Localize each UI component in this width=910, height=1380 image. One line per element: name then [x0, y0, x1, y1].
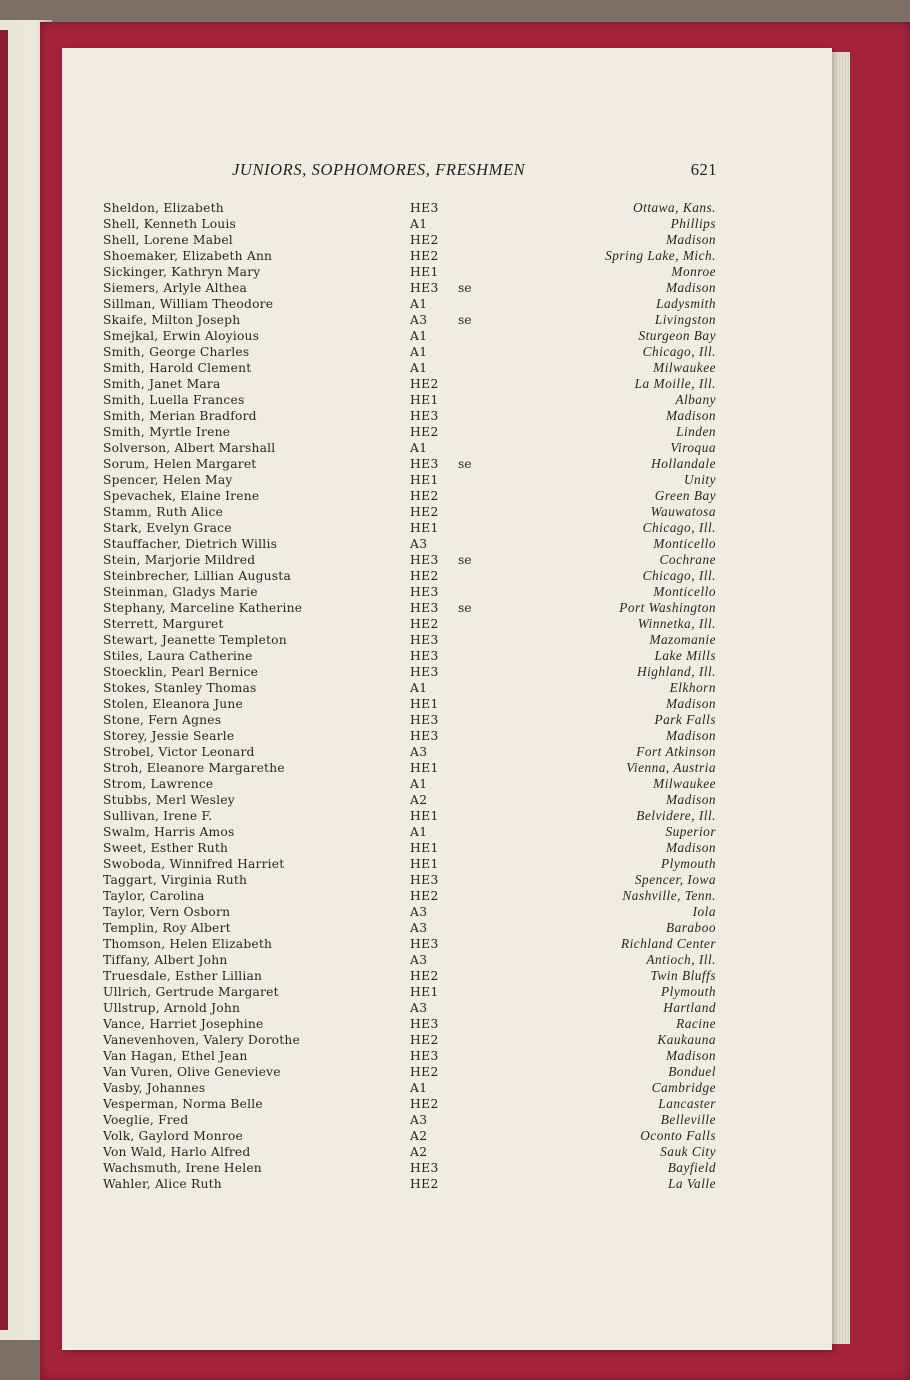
student-name: Storey, Jessie Searle [103, 729, 235, 743]
hometown: Chicago, Ill. [642, 568, 716, 583]
class-code: HE2 [410, 233, 439, 247]
list-item [0, 1064, 910, 1080]
student-name: Swalm, Harris Amos [103, 825, 235, 839]
hometown: Elkhorn [669, 680, 716, 695]
running-header [232, 160, 717, 184]
list-item [0, 440, 910, 456]
student-name: Truesdale, Esther Lillian [103, 969, 263, 983]
class-code: HE2 [410, 969, 439, 983]
student-name: Wachsmuth, Irene Helen [103, 1161, 262, 1175]
class-code: HE3 [410, 201, 439, 215]
hometown: Park Falls [654, 712, 716, 727]
hometown: Iola [692, 904, 716, 919]
hometown: Sauk City [660, 1144, 716, 1159]
student-name: Smith, Janet Mara [103, 377, 221, 391]
hometown: Wauwatosa [650, 504, 716, 519]
hometown: Madison [665, 728, 716, 743]
hometown: Cochrane [659, 552, 716, 567]
list-item [0, 776, 910, 792]
class-code: A2 [410, 1129, 428, 1143]
student-name: Sillman, William Theodore [103, 297, 274, 311]
page-title: JUNIORS, SOPHOMORES, FRESHMEN [232, 160, 526, 179]
student-name: Sweet, Esther Ruth [103, 841, 229, 855]
list-item [0, 536, 910, 552]
student-name: Stroh, Eleanore Margarethe [103, 761, 285, 775]
class-code: HE3 [410, 281, 439, 295]
session-note: se [458, 553, 472, 567]
hometown: Monticello [653, 584, 716, 599]
class-code: HE2 [410, 249, 439, 263]
student-name: Tiffany, Albert John [103, 953, 228, 967]
class-code: HE1 [410, 761, 439, 775]
student-name: Stark, Evelyn Grace [103, 521, 232, 535]
list-item [0, 504, 910, 520]
class-code: A1 [410, 361, 428, 375]
list-item [0, 616, 910, 632]
class-code: A1 [410, 777, 428, 791]
list-item [0, 1016, 910, 1032]
list-item [0, 552, 910, 568]
student-name: Van Vuren, Olive Genevieve [103, 1065, 281, 1079]
class-code: A3 [410, 313, 428, 327]
list-item [0, 904, 910, 920]
student-name: Steinbrecher, Lillian Augusta [103, 569, 291, 583]
student-name: Volk, Gaylord Monroe [103, 1129, 243, 1143]
hometown: Hartland [663, 1000, 716, 1015]
student-name: Stiles, Laura Catherine [103, 649, 253, 663]
class-code: HE3 [410, 585, 439, 599]
class-code: A3 [410, 905, 428, 919]
hometown: Belvidere, Ill. [636, 808, 716, 823]
hometown: Nashville, Tenn. [622, 888, 716, 903]
student-name: Vasby, Johannes [103, 1081, 206, 1095]
student-name: Wahler, Alice Ruth [103, 1177, 222, 1191]
class-code: HE2 [410, 1097, 439, 1111]
student-name: Strom, Lawrence [103, 777, 214, 791]
hometown: Madison [665, 280, 716, 295]
class-code: HE3 [410, 1017, 439, 1031]
hometown: Oconto Falls [640, 1128, 716, 1143]
class-code: HE2 [410, 1065, 439, 1079]
student-name: Smith, Luella Frances [103, 393, 245, 407]
student-name: Sullivan, Irene F. [103, 809, 213, 823]
list-item [0, 376, 910, 392]
class-code: HE1 [410, 393, 439, 407]
list-item [0, 200, 910, 216]
list-item [0, 488, 910, 504]
class-code: HE3 [410, 409, 439, 423]
list-item [0, 792, 910, 808]
list-item [0, 600, 910, 616]
list-item [0, 360, 910, 376]
student-name: Solverson, Albert Marshall [103, 441, 276, 455]
student-name: Taylor, Vern Osborn [103, 905, 231, 919]
hometown: Unity [683, 472, 716, 487]
class-code: HE2 [410, 617, 439, 631]
list-item [0, 248, 910, 264]
hometown: La Valle [668, 1176, 716, 1191]
list-item [0, 1000, 910, 1016]
student-name: Siemers, Arlyle Althea [103, 281, 248, 295]
list-item [0, 712, 910, 728]
list-item [0, 1032, 910, 1048]
class-code: HE3 [410, 873, 439, 887]
class-code: HE1 [410, 857, 439, 871]
hometown: Albany [675, 392, 716, 407]
hometown: Belleville [660, 1112, 716, 1127]
student-name: Spencer, Helen May [103, 473, 233, 487]
student-name: Strobel, Victor Leonard [103, 745, 255, 759]
hometown: Ottawa, Kans. [633, 200, 716, 215]
class-code: HE3 [410, 601, 439, 615]
student-name: Ullrich, Gertrude Margaret [103, 985, 279, 999]
student-name: Ullstrup, Arnold John [103, 1001, 241, 1015]
list-item [0, 824, 910, 840]
session-note: se [458, 457, 472, 471]
class-code: HE1 [410, 265, 439, 279]
student-name: Stein, Marjorie Mildred [103, 553, 256, 567]
student-list [0, 200, 910, 1192]
list-item [0, 648, 910, 664]
student-name: Stauffacher, Dietrich Willis [103, 537, 278, 551]
hometown: Madison [665, 792, 716, 807]
list-item [0, 968, 910, 984]
class-code: A1 [410, 825, 428, 839]
list-item [0, 760, 910, 776]
list-item [0, 408, 910, 424]
class-code: HE2 [410, 1033, 439, 1047]
student-name: Stamm, Ruth Alice [103, 505, 224, 519]
list-item [0, 856, 910, 872]
class-code: HE3 [410, 665, 439, 679]
hometown: Racine [676, 1016, 716, 1031]
hometown: Sturgeon Bay [638, 328, 716, 343]
list-item [0, 1144, 910, 1160]
class-code: A2 [410, 1145, 428, 1159]
student-name: Sorum, Helen Margaret [103, 457, 257, 471]
student-name: Stoecklin, Pearl Bernice [103, 665, 259, 679]
class-code: A1 [410, 1081, 428, 1095]
hometown: Madison [665, 232, 716, 247]
student-name: Smith, Merian Bradford [103, 409, 257, 423]
student-name: Stokes, Stanley Thomas [103, 681, 257, 695]
list-item [0, 328, 910, 344]
student-name: Smith, Harold Clement [103, 361, 252, 375]
hometown: Livingston [654, 312, 716, 327]
hometown: Bonduel [668, 1064, 716, 1079]
list-item [0, 1160, 910, 1176]
student-name: Swoboda, Winnifred Harriet [103, 857, 285, 871]
list-item [0, 584, 910, 600]
hometown: Green Bay [654, 488, 716, 503]
session-note: se [458, 601, 472, 615]
student-name: Vance, Harriet Josephine [103, 1017, 264, 1031]
class-code: HE2 [410, 425, 439, 439]
class-code: HE3 [410, 553, 439, 567]
list-item [0, 1128, 910, 1144]
hometown: Antioch, Ill. [646, 952, 716, 967]
hometown: Kaukauna [657, 1032, 716, 1047]
session-note: se [458, 313, 472, 327]
class-code: A3 [410, 537, 428, 551]
list-item [0, 520, 910, 536]
list-item [0, 1176, 910, 1192]
student-name: Thomson, Helen Elizabeth [103, 937, 273, 951]
class-code: A3 [410, 1001, 428, 1015]
list-item [0, 392, 910, 408]
hometown: Madison [665, 696, 716, 711]
class-code: HE3 [410, 713, 439, 727]
hometown: Hollandale [651, 456, 716, 471]
student-name: Vesperman, Norma Belle [103, 1097, 263, 1111]
student-name: Taggart, Virginia Ruth [103, 873, 248, 887]
hometown: Chicago, Ill. [642, 344, 716, 359]
list-item [0, 1048, 910, 1064]
class-code: HE1 [410, 521, 439, 535]
class-code: A3 [410, 921, 428, 935]
class-code: A1 [410, 297, 428, 311]
hometown: Twin Bluffs [650, 968, 716, 983]
student-name: Stolen, Eleanora June [103, 697, 243, 711]
list-item [0, 744, 910, 760]
list-item [0, 472, 910, 488]
class-code: A1 [410, 345, 428, 359]
class-code: HE3 [410, 729, 439, 743]
hometown: Superior [665, 824, 716, 839]
class-code: HE1 [410, 473, 439, 487]
class-code: A1 [410, 441, 428, 455]
list-item [0, 232, 910, 248]
student-name: Templin, Roy Albert [103, 921, 231, 935]
student-name: Shell, Lorene Mabel [103, 233, 233, 247]
class-code: HE3 [410, 937, 439, 951]
student-name: Stubbs, Merl Wesley [103, 793, 235, 807]
class-code: HE3 [410, 1161, 439, 1175]
hometown: Madison [665, 1048, 716, 1063]
hometown: Mazomanie [649, 632, 716, 647]
list-item [0, 808, 910, 824]
student-name: Shell, Kenneth Louis [103, 217, 237, 231]
student-name: Sterrett, Marguret [103, 617, 224, 631]
class-code: A1 [410, 329, 428, 343]
hometown: Ladysmith [656, 296, 716, 311]
class-code: HE3 [410, 649, 439, 663]
hometown: Baraboo [665, 920, 716, 935]
list-item [0, 728, 910, 744]
list-item [0, 264, 910, 280]
hometown: Cambridge [651, 1080, 716, 1095]
class-code: HE3 [410, 457, 439, 471]
hometown: Winnetka, Ill. [637, 616, 716, 631]
list-item [0, 984, 910, 1000]
class-code: A2 [410, 793, 428, 807]
list-item [0, 952, 910, 968]
hometown: Phillips [670, 216, 716, 231]
list-item [0, 568, 910, 584]
class-code: HE3 [410, 1049, 439, 1063]
student-name: Smith, George Charles [103, 345, 250, 359]
list-item [0, 296, 910, 312]
hometown: La Moille, Ill. [634, 376, 716, 391]
class-code: HE1 [410, 809, 439, 823]
list-item [0, 936, 910, 952]
hometown: Bayfield [667, 1160, 716, 1175]
class-code: A3 [410, 1113, 428, 1127]
student-name: Smejkal, Erwin Aloyious [103, 329, 260, 343]
hometown: Highland, Ill. [636, 664, 716, 679]
list-item [0, 216, 910, 232]
class-code: HE2 [410, 489, 439, 503]
class-code: A1 [410, 681, 428, 695]
hometown: Spring Lake, Mich. [605, 248, 716, 263]
list-item [0, 456, 910, 472]
student-name: Stewart, Jeanette Templeton [103, 633, 287, 647]
student-name: Van Hagan, Ethel Jean [103, 1049, 248, 1063]
class-code: HE2 [410, 505, 439, 519]
list-item [0, 664, 910, 680]
class-code: HE3 [410, 633, 439, 647]
hometown: Plymouth [661, 856, 716, 871]
hometown: Lake Mills [654, 648, 716, 663]
hometown: Lancaster [658, 1096, 716, 1111]
hometown: Vienna, Austria [626, 760, 716, 775]
class-code: HE2 [410, 377, 439, 391]
list-item [0, 1112, 910, 1128]
student-name: Sheldon, Elizabeth [103, 201, 224, 215]
class-code: HE2 [410, 569, 439, 583]
hometown: Milwaukee [653, 776, 716, 791]
session-note: se [458, 281, 472, 295]
list-item [0, 280, 910, 296]
student-name: Skaife, Milton Joseph [103, 313, 241, 327]
hometown: Madison [665, 408, 716, 423]
hometown: Viroqua [670, 440, 716, 455]
student-name: Smith, Myrtle Irene [103, 425, 231, 439]
class-code: HE2 [410, 889, 439, 903]
list-item [0, 840, 910, 856]
list-item [0, 888, 910, 904]
hometown: Port Washington [619, 600, 716, 615]
list-item [0, 680, 910, 696]
student-name: Vanevenhoven, Valery Dorothe [103, 1033, 301, 1047]
student-name: Sickinger, Kathryn Mary [103, 265, 261, 279]
page-number: 621 [690, 160, 717, 179]
hometown: Fort Atkinson [636, 744, 716, 759]
student-name: Voeglie, Fred [103, 1113, 189, 1127]
list-item [0, 1080, 910, 1096]
student-name: Shoemaker, Elizabeth Ann [103, 249, 273, 263]
student-name: Von Wald, Harlo Alfred [103, 1145, 251, 1159]
hometown: Richland Center [620, 936, 716, 951]
hometown: Linden [676, 424, 716, 439]
class-code: HE1 [410, 697, 439, 711]
student-name: Stephany, Marceline Katherine [103, 601, 303, 615]
class-code: A3 [410, 745, 428, 759]
student-name: Spevachek, Elaine Irene [103, 489, 260, 503]
hometown: Spencer, Iowa [634, 872, 716, 887]
list-item [0, 344, 910, 360]
hometown: Chicago, Ill. [642, 520, 716, 535]
class-code: A1 [410, 217, 428, 231]
student-name: Taylor, Carolina [103, 889, 205, 903]
list-item [0, 424, 910, 440]
hometown: Monticello [653, 536, 716, 551]
list-item [0, 632, 910, 648]
list-item [0, 1096, 910, 1112]
student-name: Steinman, Gladys Marie [103, 585, 258, 599]
class-code: HE2 [410, 1177, 439, 1191]
class-code: HE1 [410, 985, 439, 999]
hometown: Madison [665, 840, 716, 855]
class-code: HE1 [410, 841, 439, 855]
hometown: Monroe [671, 264, 716, 279]
list-item [0, 696, 910, 712]
hometown: Milwaukee [653, 360, 716, 375]
hometown: Plymouth [661, 984, 716, 999]
class-code: A3 [410, 953, 428, 967]
list-item [0, 920, 910, 936]
list-item [0, 872, 910, 888]
student-name: Stone, Fern Agnes [103, 713, 222, 727]
list-item [0, 312, 910, 328]
